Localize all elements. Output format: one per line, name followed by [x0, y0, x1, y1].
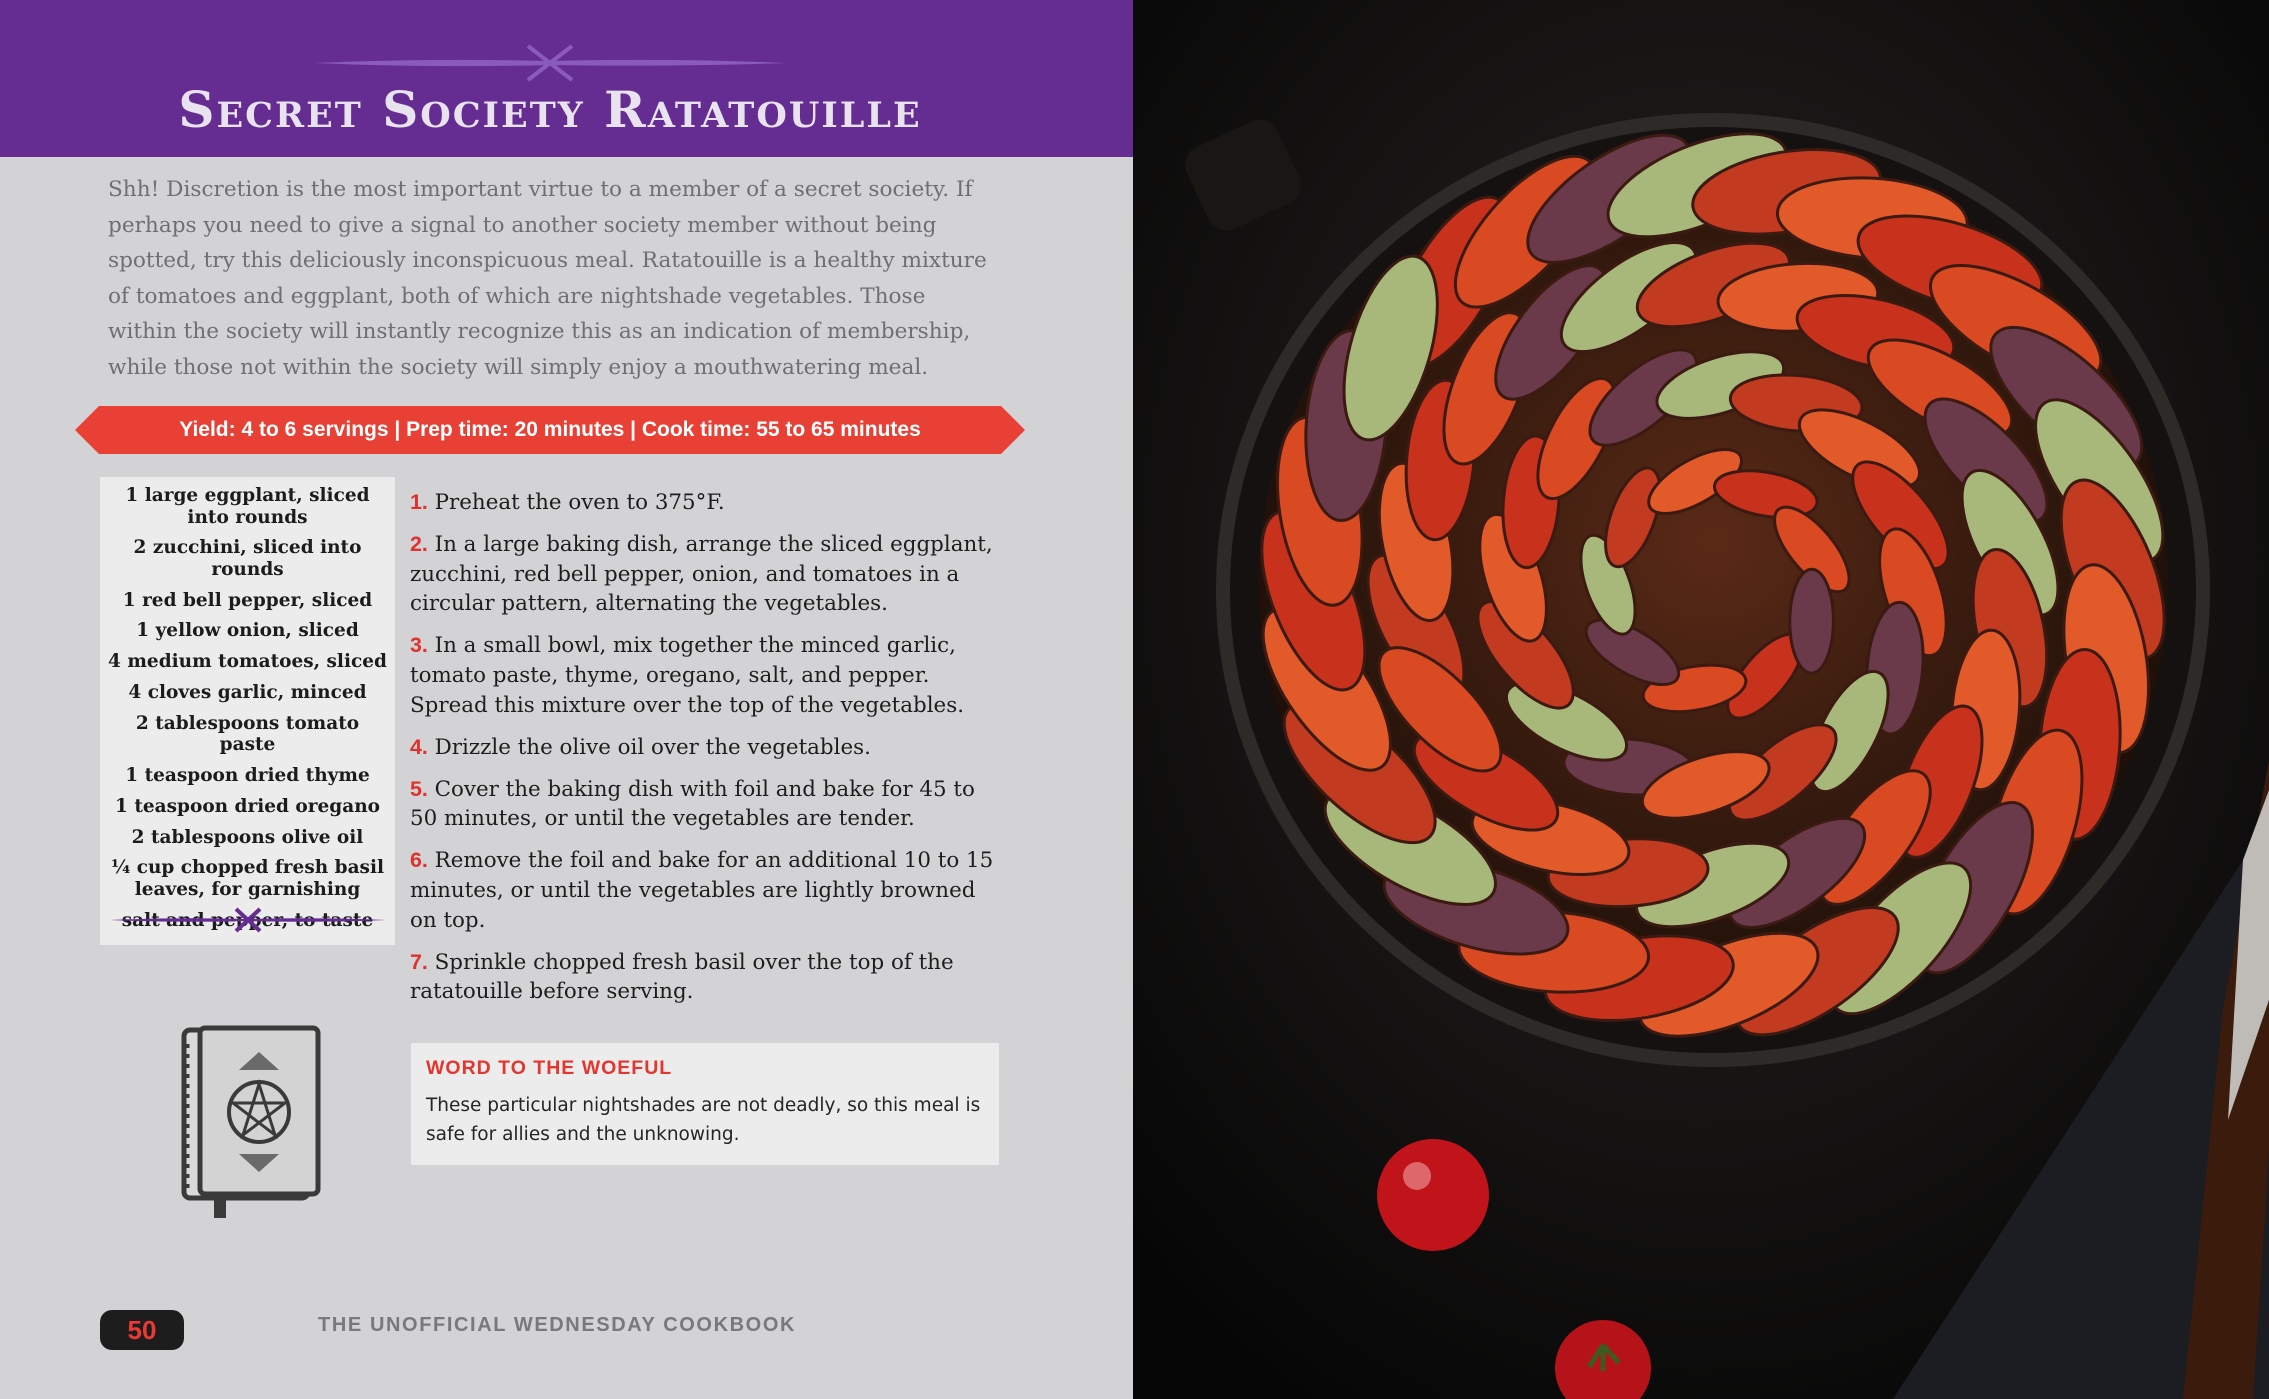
recipe-title: Secret Society Ratatouille	[178, 80, 922, 139]
step-text: Remove the foil and bake for an additional 10 to 15 minutes, or until the vegetables are lightly browned on top.	[410, 848, 994, 933]
title-header	[0, 0, 1133, 157]
ingredient-item: 4 cloves garlic, minced	[128, 681, 367, 703]
tip-heading: WORD TO THE WOEFUL	[426, 1057, 673, 1079]
step-item	[410, 775, 1000, 834]
recipe-page	[0, 0, 1133, 1399]
yield-banner-text: Yield: 4 to 6 servings | Prep time: 20 minutes | Cook time: 55 to 65 minutes	[179, 418, 921, 441]
step-text: In a small bowl, mix together the minced garlic, tomato paste, thyme, oregano, salt, and pepper. Spread this mixture over the top of the vegetables.	[410, 633, 964, 718]
ingredient-item: 2 tablespoons tomato paste	[135, 712, 360, 756]
page-number-badge: 50	[100, 1310, 184, 1350]
ingredient-item: ¼ cup chopped fresh basil leaves, for garnishing	[110, 857, 385, 900]
step-number: 1.	[410, 490, 428, 514]
step-item	[410, 530, 1000, 619]
instructions-list	[410, 488, 1000, 1019]
step-text: Drizzle the olive oil over the vegetables.	[434, 734, 871, 760]
ingredient-item: 2 tablespoons olive oil	[131, 826, 364, 848]
ratatouille-illustration	[1133, 0, 2269, 1399]
ingredients-list	[100, 477, 395, 931]
step-text: Sprinkle chopped fresh basil over the top of the ratatouille before serving.	[410, 949, 954, 1005]
step-item	[410, 733, 1000, 763]
step-text: In a large baking dish, arrange the sliced eggplant, zucchini, red bell pepper, onion, and tomatoes in a circular pattern, alternating the vegetables.	[410, 532, 993, 617]
ratatouille-photo	[1133, 0, 2269, 1399]
step-number: 4.	[410, 734, 428, 759]
step-item	[410, 948, 1000, 1007]
step-item	[410, 846, 1000, 935]
book-title-footer: THE UNOFFICIAL WEDNESDAY COOKBOOK	[318, 1314, 797, 1336]
step-number: 2.	[410, 532, 428, 557]
ingredient-item: 1 large eggplant, sliced into rounds	[125, 485, 370, 528]
ingredient-item: salt and to taste	[121, 909, 374, 931]
tip-box	[411, 1043, 999, 1165]
intro-paragraph: Shh! Discretion is the most important virtue to a member of a secret society. If perhaps you need to give a signal to another society member without being spotted, try this deliciously inconspicuous meal. Ratatouille is a healthy mixture of tomatoes and eggplant, both of which are nightshade vegetables. Those within the society will instantly recognize this as an indication of membership, while those not within the society will simply enjoy a mouthwatering meal.	[108, 177, 987, 380]
ingredient-item: 1 red bell pepper, sliced	[122, 589, 373, 611]
vegetable-slice	[1790, 569, 1834, 673]
yield-banner	[75, 406, 1025, 454]
tip-text: These particular nightshades are not deadly, so this meal is safe for allies and the unknowing.	[426, 1095, 981, 1145]
step-text: Cover the baking dish with foil and bake for 45 to 50 minutes, or until the vegetables are tender.	[410, 776, 975, 832]
step-text: Preheat the oven to 375°F.	[434, 490, 725, 515]
step-item	[410, 488, 1000, 518]
spellbook-pentagram-icon	[178, 1022, 323, 1220]
ingredients-box	[100, 477, 395, 945]
ingredient-item: 1 yellow onion, sliced	[136, 620, 359, 642]
ingredient-item: 1 teaspoon dried thyme	[125, 765, 370, 787]
ingredient-item: 4 medium tomatoes, sliced	[108, 651, 387, 673]
ingredient-item: 2 zucchini, sliced into rounds	[133, 537, 362, 580]
step-item	[410, 631, 1000, 720]
step-number: 3.	[410, 633, 428, 658]
step-number: 7.	[410, 949, 428, 974]
step-number: 5.	[410, 776, 428, 801]
ingredient-item: 1 teaspoon dried oregano	[115, 795, 380, 817]
step-number: 6.	[410, 848, 428, 873]
crossed-swords-divider-icon	[108, 905, 388, 935]
